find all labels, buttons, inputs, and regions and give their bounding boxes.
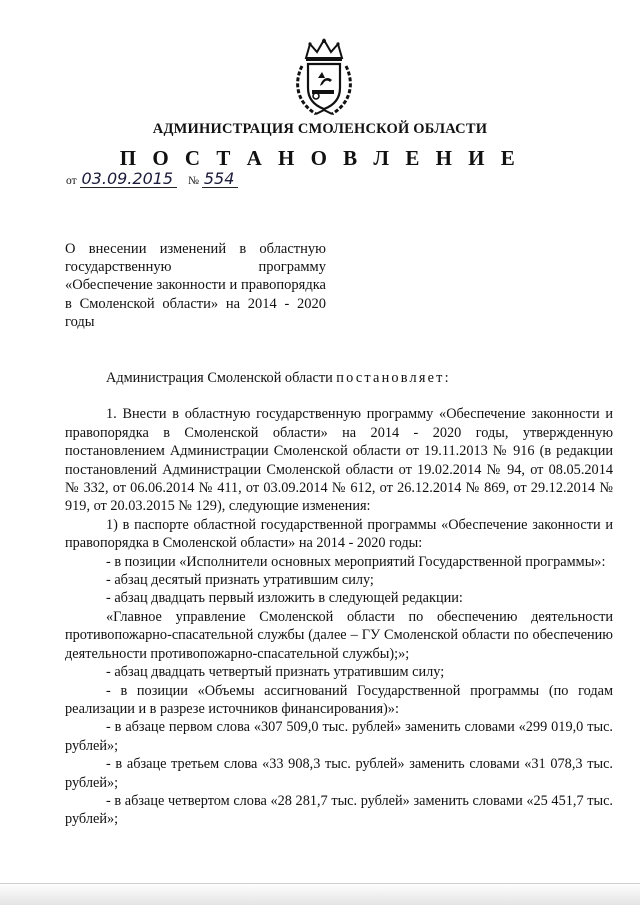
preamble-text: Администрация Смоленской области [106, 370, 333, 386]
paragraph: 1. Внести в областную государственную программу «Обеспечение законности и правопорядка в Смоленской области» на 2014 - 2020 годы, утвержденную постановлением Администрации Смоленской области от 19.11.2013 № 916 (в редакции постановлений Администрации Смоленской области от 19.02.2014 № 94, от 08.05.2014 № 332, от 06.06.2014 № 411, от 03.09.2014 № 612, от 26.12.2014 № 869, от 29.12.2014 № 919, от 20.03.2015 № 129), следующие изменения: [65, 406, 613, 515]
smolensk-coat-of-arms-icon [292, 38, 356, 118]
document-type-title: П О С Т А Н О В Л Е Н И Е [119, 146, 521, 170]
paragraph: - абзац двадцать четвертый признать утратившим силу; [106, 664, 445, 681]
document-subject: О внесении изменений в областную государственную программу «Обеспечение законности и правопорядка в Смоленской области» на 2014 - 2020 годы [65, 241, 326, 330]
date-prefix: от [66, 175, 77, 187]
document-body [65, 369, 613, 829]
paragraph: - абзац десятый признать утратившим силу; [106, 572, 374, 589]
paragraph: 1) в паспорте областной государственной программы «Обеспечение законности и правопорядка в Смоленской области» на 2014 - 2020 годы: [65, 516, 613, 552]
paragraph: - в абзаце четвертом слова «28 281,7 тыс. рублей» заменить словами «25 451,7 тыс. рублей»; [65, 792, 613, 828]
paragraph: - в абзаце третьем слова «33 908,3 тыс. рублей» заменить словами «31 078,3 тыс. рублей»; [65, 756, 613, 791]
paragraph: - в абзаце первом слова «307 509,0 тыс. рублей» заменить словами «299 019,0 тыс. рублей»; [65, 719, 613, 754]
preamble-verb: постановляет: [336, 370, 451, 386]
organization-name: АДМИНИСТРАЦИЯ СМОЛЕНСКОЙ ОБЛАСТИ [152, 121, 488, 137]
paragraph: «Главное управление Смоленской области по обеспечению деятельности противопожарно-спасательной службы (далее – ГУ Смоленской области по обеспечению деятельности противопожарно-спасательной службы);»; [65, 608, 613, 662]
paragraph: - в позиции «Исполнители основных мероприятий Государственной программы»: [106, 553, 606, 570]
preamble [65, 369, 613, 387]
handwritten-date: 03.09.2015 [80, 171, 178, 188]
date-number-line [66, 171, 238, 188]
handwritten-number: 554 [202, 171, 239, 188]
paragraph: - абзац двадцать первый изложить в следующей редакции: [106, 590, 463, 607]
paragraph: - в позиции «Объемы ассигнований Государственной программы (по годам реализации и в разрезе источников финансирования)»: [65, 682, 613, 717]
number-prefix: № [187, 175, 199, 187]
page-bottom-edge [0, 883, 640, 905]
